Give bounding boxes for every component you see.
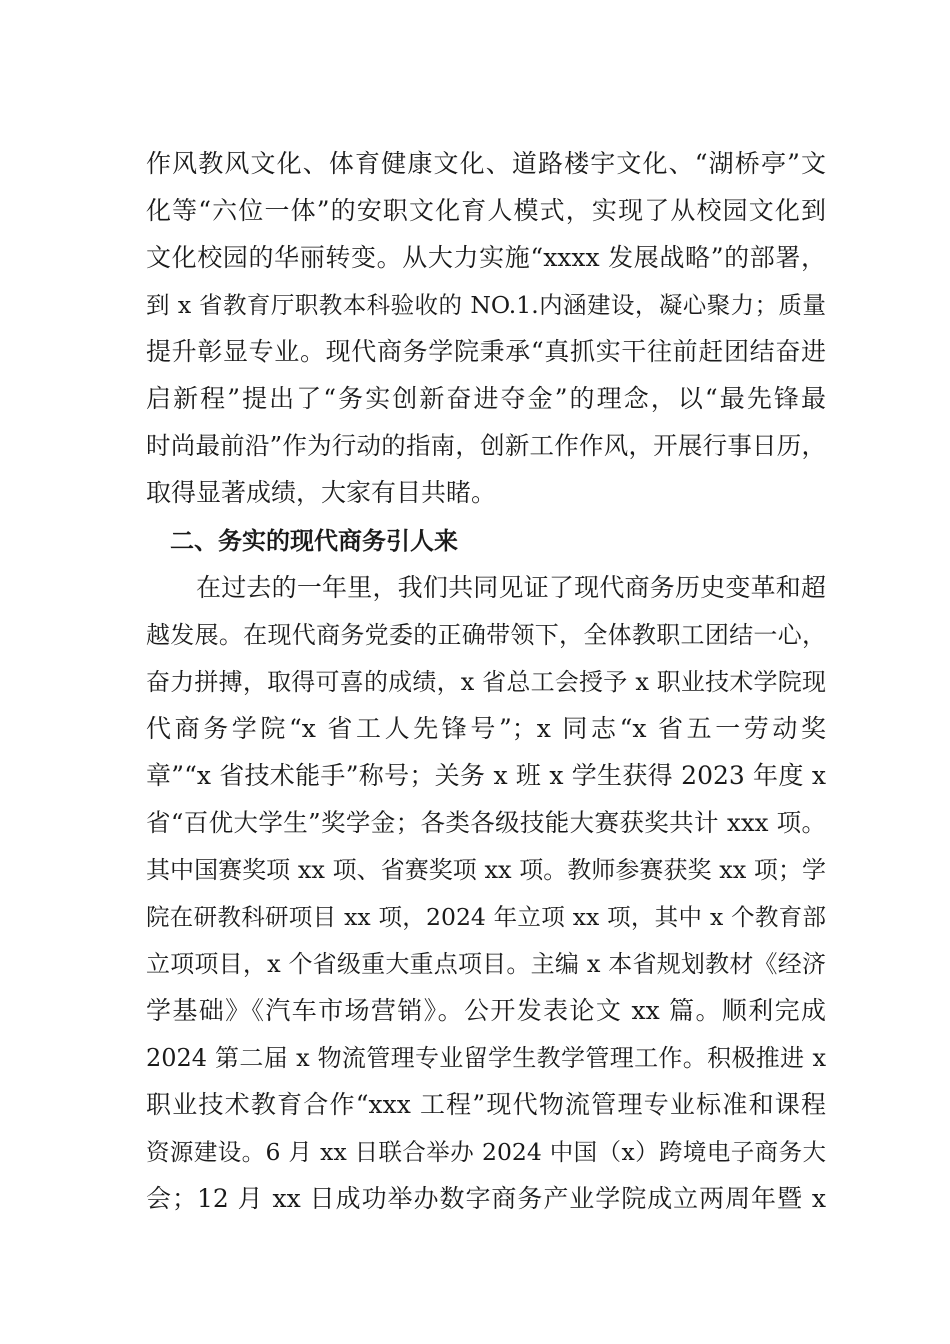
paragraph-line: 越发展。在现代商务党委的正确带领下，全体教职工团结一心， <box>146 621 826 649</box>
paragraph-line: 其中国赛奖项 xx 项、省赛奖项 xx 项。教师参赛获奖 xx 项；学 <box>146 856 826 884</box>
paragraph-line: 到 x 省教育厅职教本科验收的 NO.1.内涵建设，凝心聚力；质量 <box>146 291 826 319</box>
paragraph-line: 作风教风文化、体育健康文化、道路楼宇文化、“湖桥亭”文 <box>146 149 826 178</box>
paragraph-line: 启新程”提出了“务实创新奋进夺金”的理念，以“最先锋最 <box>146 384 826 413</box>
paragraph-line: 提升彰显专业。现代商务学院秉承“真抓实干往前赶团结奋进 <box>146 337 826 366</box>
paragraph-line: 奋力拼搏，取得可喜的成绩，x 省总工会授予 x 职业技术学院现 <box>146 668 826 696</box>
paragraph-line: 文化校园的华丽转变。从大力实施“xxxx 发展战略”的部署， <box>146 243 826 272</box>
paragraph-line: 时尚最前沿”作为行动的指南，创新工作作风，开展行事日历， <box>146 431 826 460</box>
paragraph-line: 章”“x 省技术能手”称号；关务 x 班 x 学生获得 2023 年度 x <box>146 761 826 790</box>
paragraph-line: 2024 第二届 x 物流管理专业留学生教学管理工作。积极推进 x <box>146 1044 826 1072</box>
paragraph-line: 省“百优大学生”奖学金；各类各级技能大赛获奖共计 xxx 项。 <box>146 808 826 837</box>
paragraph-line: 学基础》《汽车市场营销》。公开发表论文 xx 篇。顺利完成 <box>146 996 826 1025</box>
paragraph-line: 化等“六位一体”的安职文化育人模式，实现了从校园文化到 <box>146 196 826 225</box>
paragraph-line: 取得显著成绩，大家有目共睹。 <box>146 478 497 507</box>
paragraph-line: 职业技术教育合作“xxx 工程”现代物流管理专业标准和课程 <box>146 1090 826 1119</box>
paragraph-line: 立项项目，x 个省级重大重点项目。主编 x 本省规划教材《经济 <box>146 950 826 978</box>
section-heading: 二、务实的现代商务引人来 <box>170 527 458 555</box>
paragraph-line: 会；12 月 xx 日成功举办数字商务产业学院成立两周年暨 x <box>146 1184 826 1213</box>
paragraph-line: 资源建设。6 月 xx 日联合举办 2024 中国（x）跨境电子商务大 <box>146 1138 826 1166</box>
paragraph-line: 院在研教科研项目 xx 项，2024 年立项 xx 项，其中 x 个教育部 <box>146 903 826 931</box>
paragraph-line: 在过去的一年里，我们共同见证了现代商务历史变革和超 <box>196 573 826 602</box>
paragraph-line: 代商务学院“x 省工人先锋号”；x 同志“x 省五一劳动奖 <box>146 714 826 743</box>
